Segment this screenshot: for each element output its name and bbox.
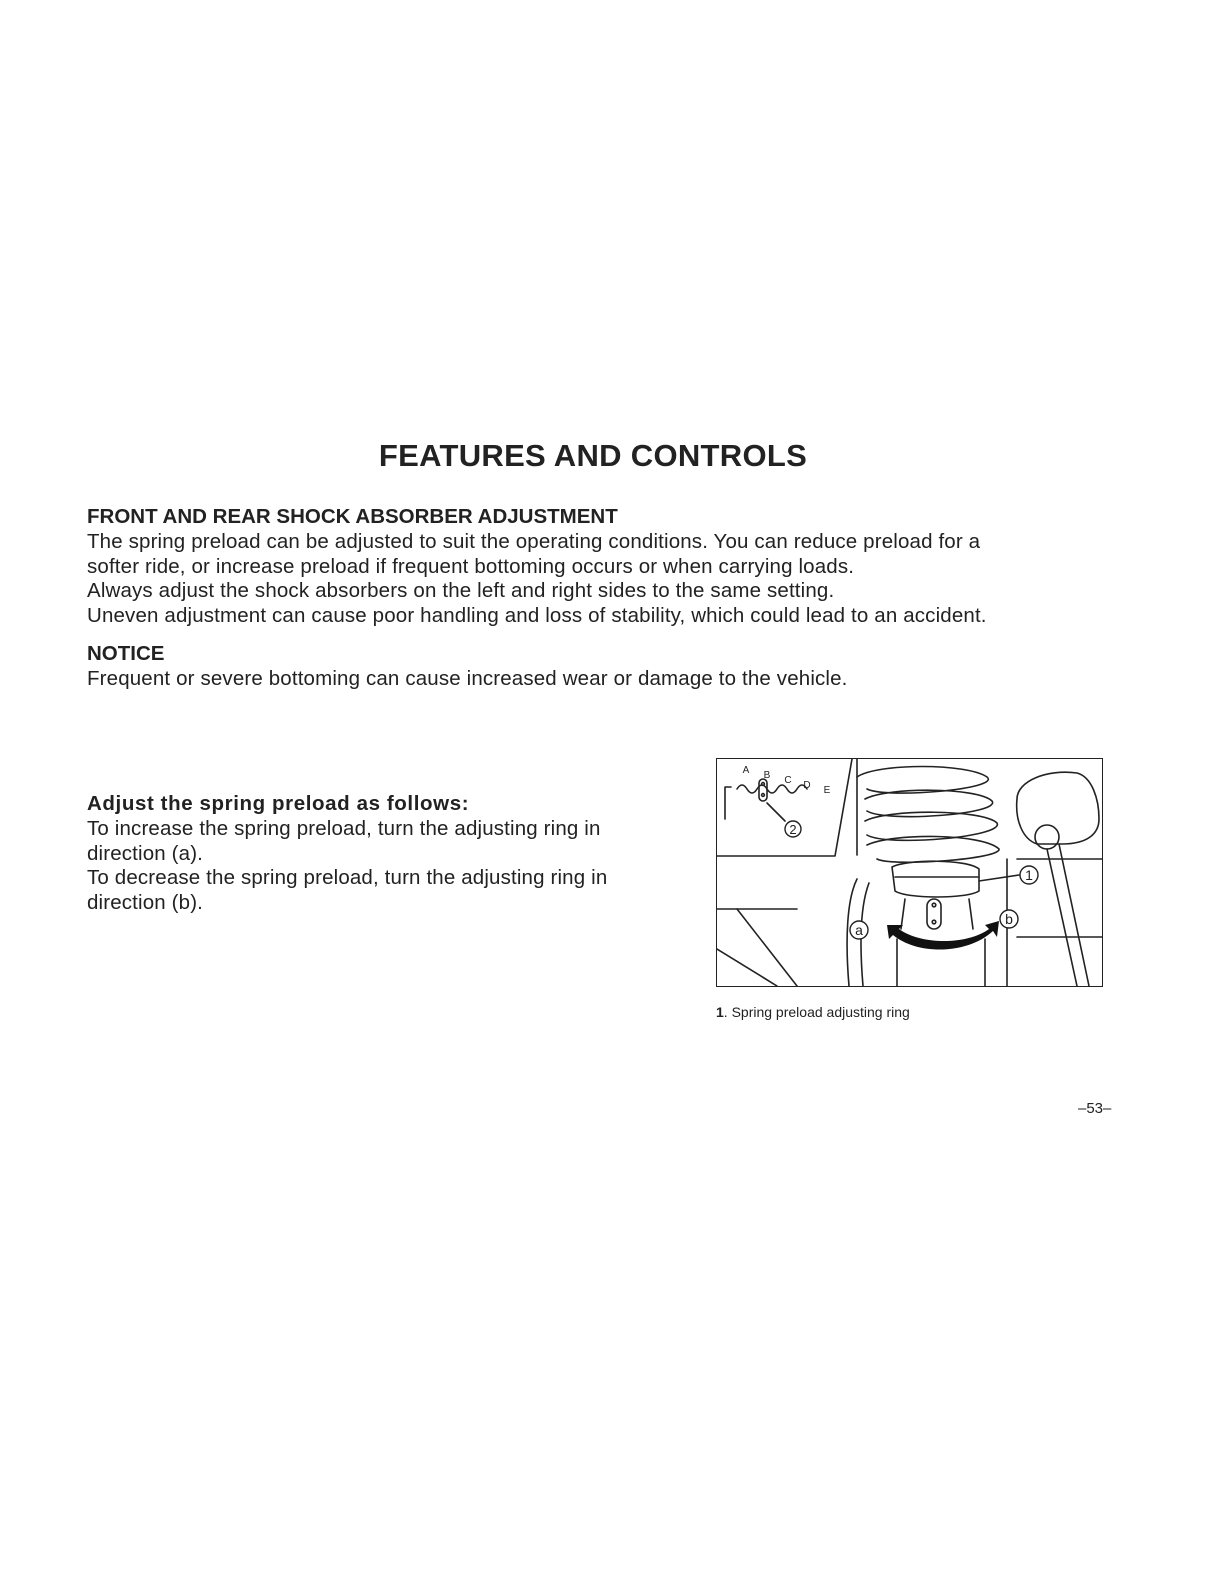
callout-2-label: 2 (789, 822, 797, 837)
adjust-line: direction (b). (87, 890, 204, 914)
position-letter: D (803, 780, 811, 791)
page-title: FEATURES AND CONTROLS (378, 438, 808, 473)
callout-1-label: 1 (1025, 867, 1033, 883)
rotation-arrow (887, 921, 999, 950)
adjust-heading: Adjust the spring preload as follows: (87, 792, 470, 815)
wavy-profile (737, 785, 807, 793)
illustration-svg (717, 759, 1102, 986)
position-letter: A (742, 765, 750, 776)
section-line: Always adjust the shock absorbers on the left and right sides to the same setting. (87, 579, 835, 602)
notice-heading: NOTICE (87, 642, 165, 665)
section-heading: FRONT AND REAR SHOCK ABSORBER ADJUSTMENT (87, 505, 618, 528)
step-profile (725, 787, 731, 819)
caption-number: 1 (716, 1004, 724, 1020)
shock-absorber-illustration (716, 758, 1103, 987)
spring-coil (857, 767, 988, 794)
position-letter: C (784, 775, 792, 786)
adjust-line: To decrease the spring preload, turn the adjusting ring in (87, 866, 608, 889)
callout-b-label: b (1005, 911, 1013, 927)
section-line: The spring preload can be adjusted to suit the operating conditions. You can reduce preload for a (87, 530, 981, 553)
figure-caption (716, 1004, 910, 1020)
callout-a-label: a (855, 922, 863, 938)
adjust-line: To increase the spring preload, turn the adjusting ring in (87, 817, 601, 840)
position-letter: B (763, 770, 771, 781)
caption-text: . Spring preload adjusting ring (723, 1004, 910, 1020)
adjust-line: direction (a). (87, 841, 204, 865)
section-body (87, 530, 1127, 628)
section-line: Uneven adjustment can cause poor handling and loss of stability, which could lead to an accident. (87, 603, 987, 627)
page-number: –53– (1078, 1100, 1112, 1117)
leader-line (979, 875, 1019, 881)
section-line: softer ride, or increase preload if frequent bottoming occurs or when carrying loads. (87, 554, 855, 578)
inset-border (717, 759, 852, 856)
adjust-body (87, 817, 687, 915)
position-letter: E (823, 785, 831, 796)
adjusting-ring (892, 861, 979, 897)
notice-text: Frequent or severe bottoming can cause increased wear or damage to the vehicle. (87, 667, 848, 690)
